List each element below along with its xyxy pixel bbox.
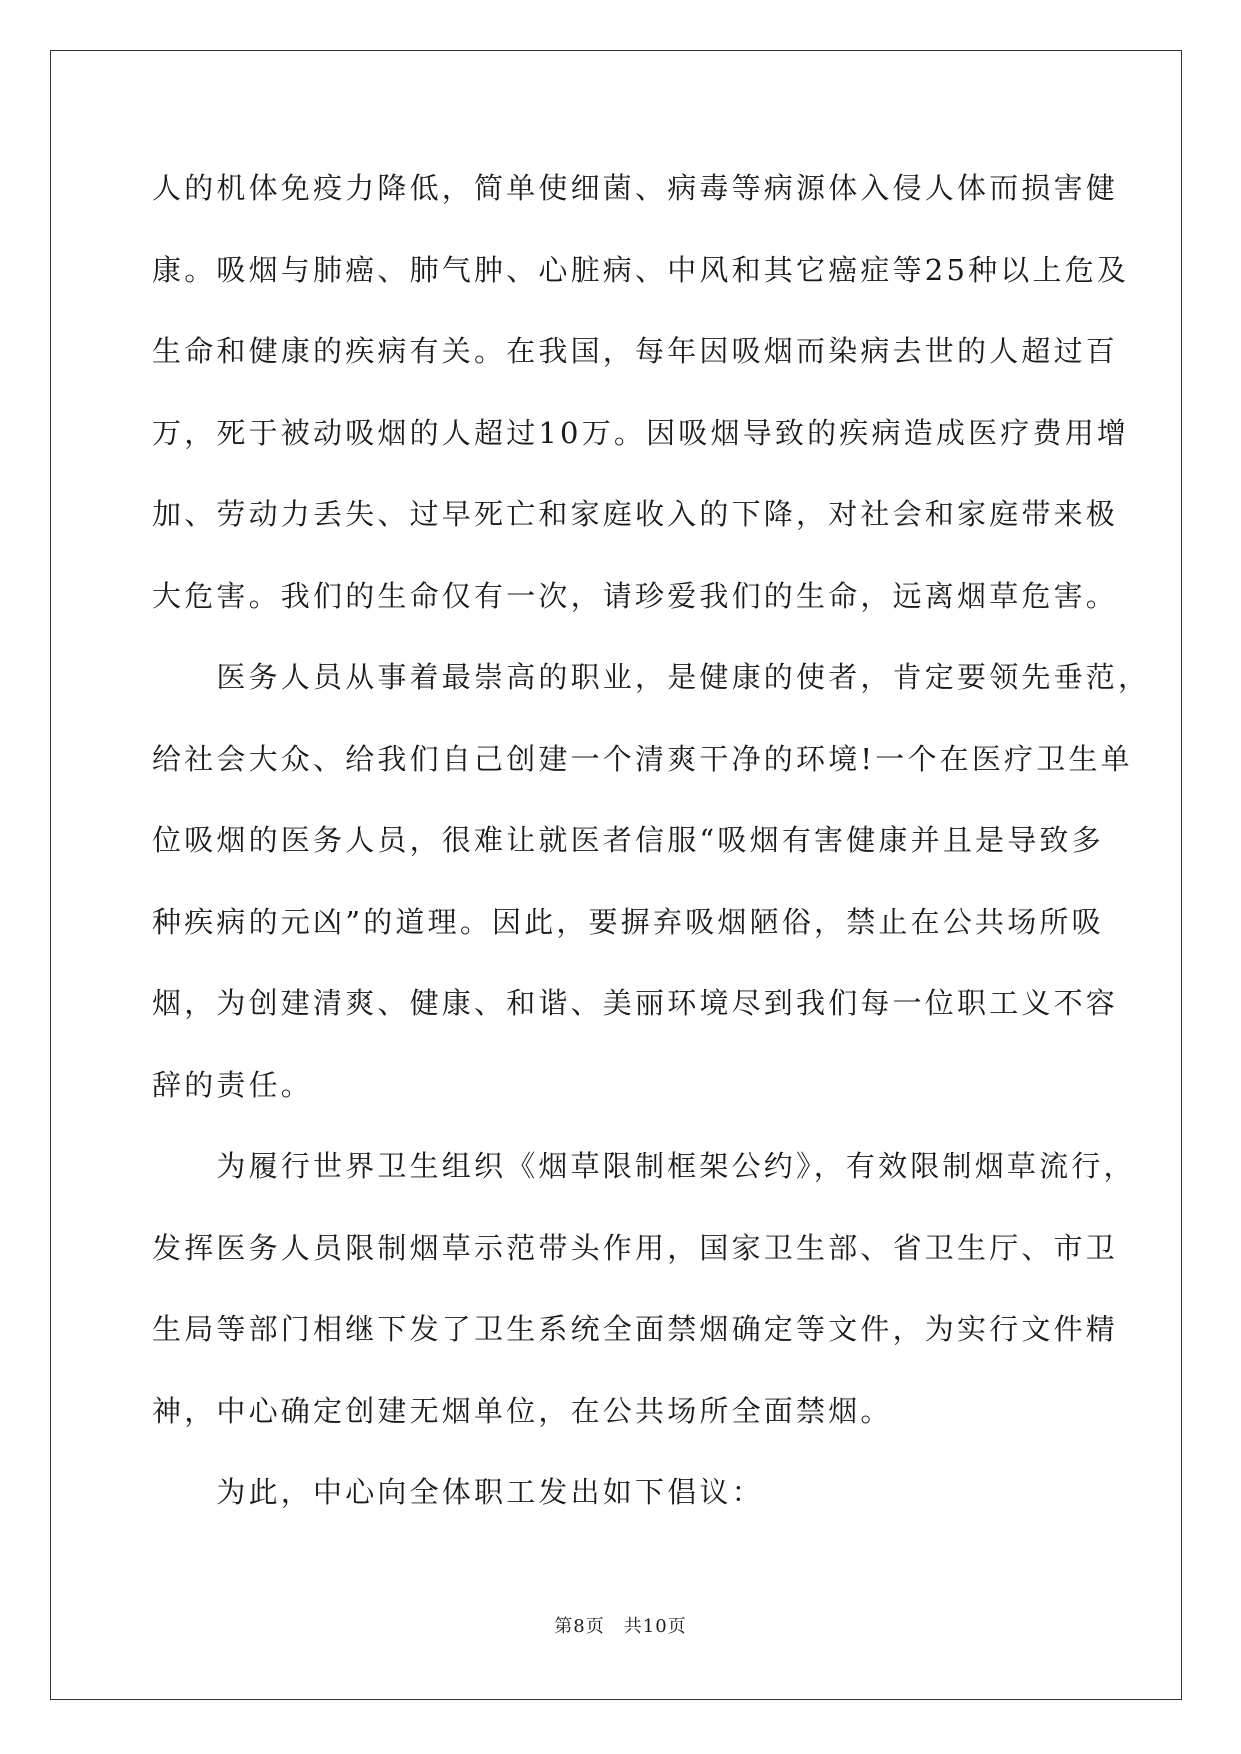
page-number-footer: 第8页 共10页 [554,1616,687,1637]
text-line: 万，死于被动吸烟的人超过10万。因吸烟导致的疾病造成医疗费用增 [152,415,1130,450]
text-line: 为履行世界卫生组织《烟草限制框架公约》，有效限制烟草流行， [152,1149,1136,1183]
text-line: 给社会大众、给我们自己创建一个清爽干净的环境!一个在医疗卫生单 [152,741,1133,776]
text-line: 医务人员从事着最崇高的职业，是健康的使者，肯定要领先垂范， [152,660,1151,694]
text-line: 康。吸烟与肺癌、肺气肿、心脏病、中风和其它癌症等25种以上危及 [152,252,1130,287]
text-line: 人的机体免疫力降低，简单使细菌、病毒等病源体入侵人体而损害健 [152,171,1119,205]
text-line: 生命和健康的疾病有关。在我国，每年因吸烟而染病去世的人超过百 [152,334,1119,368]
text-line: 大危害。我们的生命仅有一次，请珍爱我们的生命，远离烟草危害。 [152,578,1119,613]
text-line: 发挥医务人员限制烟草示范带头作用，国家卫生部、省卫生厅、市卫 [152,1230,1119,1265]
text-line: 加、劳动力丢失、过早死亡和家庭收入的下降，对社会和家庭带来极 [152,497,1119,531]
text-line: 种疾病的元凶”的道理。因此，要摒弃吸烟陋俗，禁止在公共场所吸 [152,904,1104,939]
text-line: 位吸烟的医务人员，很难让就医者信服“吸烟有害健康并且是导致多 [152,823,1104,857]
text-line: 烟，为创建清爽、健康、和谐、美丽环境尽到我们每一位职工义不容 [152,986,1119,1020]
text-line: 为此，中心向全体职工发出如下倡议： [152,1475,764,1509]
text-line: 神，中心确定创建无烟单位，在公共场所全面禁烟。 [152,1393,893,1428]
document-body [152,158,1151,1544]
text-line: 生局等部门相继下发了卫生系统全面禁烟确定等文件，为实行文件精 [152,1312,1119,1346]
text-line: 辞的责任。 [152,1067,314,1102]
